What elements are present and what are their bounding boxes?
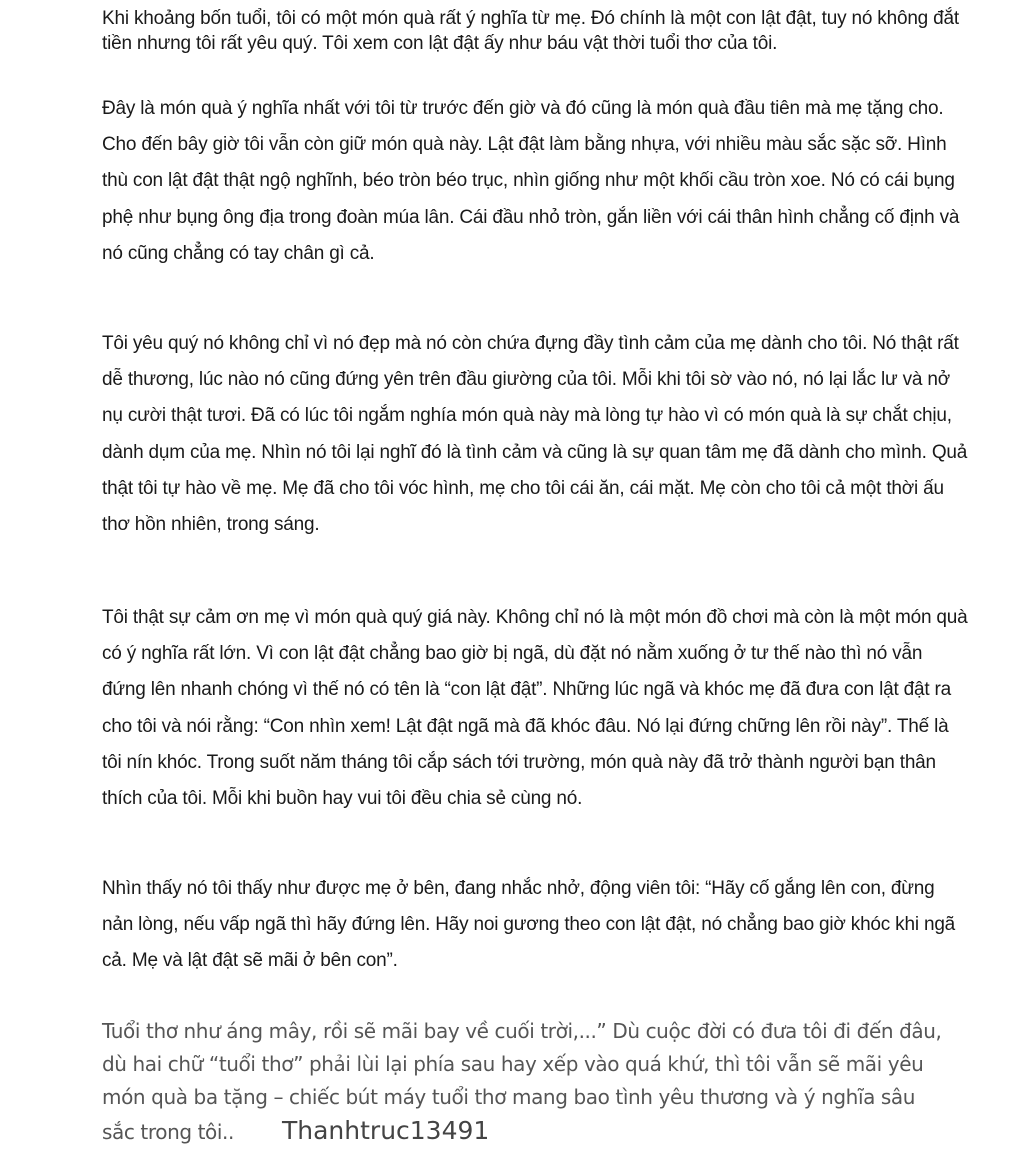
paragraph-encouragement: Nhìn thấy nó tôi thấy như được mẹ ở bên, đang nhắc nhở, động viên tôi: “Hãy cố gắng lên con, đừng nản lòng, nếu vấp ngã thì hãy đứng lên. Hãy noi gương theo con lật đật, nó chẳng bao giờ khóc khi ngã cả. Mẹ và lật đật sẽ mãi ở bên con”. [102,878,956,972]
conclusion-text: Tuổi thơ như áng mây, rồi sẽ mãi bay về cuối trời,...” Dù cuộc đời có đưa tôi đi đến đâu, dù hai chữ “tuổi thơ” phải lùi lại phía sau hay xếp vào quá khứ, thì tôi vẫn sẽ mãi yêu món quà ba tặng – chiếc bút máy tuổi thơ mang bao tình yêu thương và ý nghĩa sâu sắc trong tôi.. [102,1019,942,1144]
paragraph-description: Đây là món quà ý nghĩa nhất với tôi từ trước đến giờ và đó cũng là món quà đầu tiên mà mẹ tặng cho. Cho đến bây giờ tôi vẫn còn giữ món quà này. Lật đật làm bằng nhựa, với nhiều màu sắc sặc sỡ. Hình thù con lật đật thật ngộ nghĩnh, béo tròn béo trục, nhìn giống như một khối cầu tròn xoe. Nó có cái bụng phệ như bụng ông địa trong đoàn múa lân. Cái đầu nhỏ tròn, gắn liền với cái thân hình chẳng cố định và nó cũng chẳng có tay chân gì cả. [102,98,960,264]
paragraph-gratitude: Tôi thật sự cảm ơn mẹ vì món quà quý giá này. Không chỉ nó là một món đồ chơi mà còn là một món quà có ý nghĩa rất lớn. Vì con lật đật chẳng bao giờ bị ngã, dù đặt nó nằm xuống ở tư thế nào thì nó vẫn đứng lên nhanh chóng vì thế nó có tên là “con lật đật”. Những lúc ngã và khóc mẹ đã đưa con lật đật ra cho tôi và nói rằng: “Con nhìn xem! Lật đật ngã mà đã khóc đâu. Nó lại đứng chững lên rồi này”. Thế là tôi nín khóc. Trong suốt năm tháng tôi cắp sách tới trường, món quà này đã trở thành người bạn thân thích của tôi. Mỗi khi buồn hay vui tôi đều chia sẻ cùng nó. [102,607,968,810]
paragraph-conclusion [102,1015,942,1149]
paragraph-affection: Tôi yêu quý nó không chỉ vì nó đẹp mà nó còn chứa đựng đầy tình cảm của mẹ dành cho tôi. Nó thật rất dễ thương, lúc nào nó cũng đứng yên trên đầu giường của tôi. Mỗi khi tôi sờ vào nó, nó lại lắc lư và nở nụ cười thật tươi. Đã có lúc tôi ngắm nghía món quà này mà lòng tự hào vì có món quà là sự chắt chịu, dành dụm của mẹ. Nhìn nó tôi lại nghĩ đó là tình cảm và cũng là sự quan tâm mẹ đã dành cho mình. Quả thật tôi tự hào về mẹ. Mẹ đã cho tôi vóc hình, mẹ cho tôi cái ăn, cái mặt. Mẹ còn cho tôi cả một thời ấu thơ hồn nhiên, trong sáng. [102,333,968,536]
paragraph-intro: Khi khoảng bốn tuổi, tôi có một món quà rất ý nghĩa từ mẹ. Đó chính là một con lật đật, tuy nó không đắt tiền nhưng tôi rất yêu quý. Tôi xem con lật đật ấy như báu vật thời tuổi thơ của tôi. [102,8,959,54]
author-signature: Thanhtruc13491 [281,1116,490,1145]
